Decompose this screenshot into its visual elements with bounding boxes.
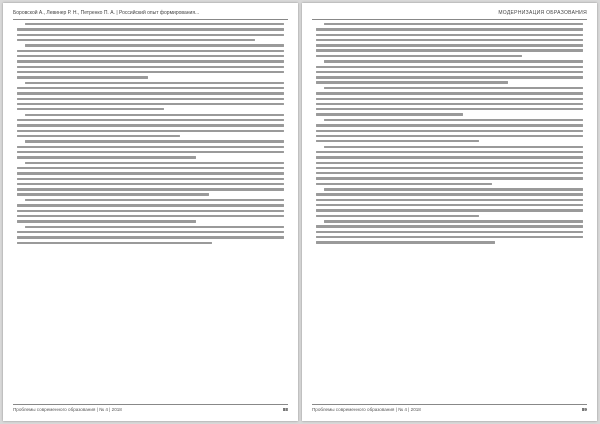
footer-journal-right: Проблемы современного образования | № 4 | 2018	[312, 407, 421, 412]
text-line	[316, 156, 583, 158]
text-line	[316, 108, 583, 110]
text-line	[17, 242, 212, 244]
text-line	[17, 210, 284, 212]
text-line	[316, 183, 492, 185]
paragraph	[316, 60, 583, 84]
text-line	[316, 167, 583, 169]
text-line	[316, 66, 583, 68]
text-line	[316, 55, 522, 57]
text-line	[316, 135, 583, 137]
paragraph	[17, 23, 284, 41]
text-line	[17, 156, 196, 158]
text-line	[324, 146, 583, 148]
text-line	[17, 98, 284, 100]
paragraph	[17, 114, 284, 138]
text-line	[324, 60, 583, 62]
text-line	[316, 28, 583, 30]
body-text-right	[316, 23, 583, 399]
text-line	[17, 146, 284, 148]
right-page	[302, 3, 597, 421]
text-line	[25, 140, 284, 142]
text-line	[316, 199, 583, 201]
text-line	[17, 188, 284, 190]
text-line	[17, 178, 284, 180]
paragraph	[316, 146, 583, 185]
text-line	[17, 183, 284, 185]
page-number-left: 88	[282, 407, 288, 412]
text-line	[316, 71, 583, 73]
text-line	[17, 76, 148, 78]
paragraph	[316, 87, 583, 116]
text-line	[316, 124, 583, 126]
text-line	[316, 140, 479, 142]
text-line	[17, 231, 284, 233]
text-line	[316, 39, 583, 41]
text-line	[316, 130, 583, 132]
text-line	[316, 162, 583, 164]
text-line	[17, 220, 196, 222]
text-line	[316, 76, 583, 78]
text-line	[17, 71, 284, 73]
text-line	[324, 87, 583, 89]
text-line	[316, 204, 583, 206]
text-line	[17, 87, 284, 89]
paragraph	[316, 23, 583, 57]
text-line	[316, 225, 583, 227]
text-line	[17, 28, 284, 30]
text-line	[17, 55, 284, 57]
text-line	[25, 162, 284, 164]
text-line	[17, 130, 284, 132]
running-head-right: МОДЕРНИЗАЦИЯ ОБРАЗОВАНИЯ	[312, 9, 587, 20]
text-line	[316, 113, 463, 115]
text-line	[316, 236, 583, 238]
text-line	[316, 177, 583, 179]
text-line	[316, 44, 583, 46]
text-line	[316, 172, 583, 174]
text-line	[17, 60, 284, 62]
text-line	[324, 23, 583, 25]
text-line	[316, 193, 583, 195]
text-line	[17, 215, 284, 217]
text-line	[17, 50, 284, 52]
text-line	[25, 226, 284, 228]
text-line	[17, 92, 284, 94]
running-head-left: Боровской А., Левинер Р. Н., Петренко П. А. | Российский опыт формирования...	[13, 9, 288, 20]
text-line	[17, 108, 164, 110]
text-line	[25, 82, 284, 84]
text-line	[25, 23, 284, 25]
text-line	[17, 204, 284, 206]
text-line	[17, 172, 284, 174]
footer-right	[312, 404, 587, 415]
text-line	[316, 151, 583, 153]
paragraph	[316, 188, 583, 217]
text-line	[17, 135, 180, 137]
body-text-left	[17, 23, 284, 399]
page-number-right: 89	[581, 407, 587, 412]
text-line	[25, 199, 284, 201]
text-line	[25, 114, 284, 116]
text-line	[324, 119, 583, 121]
paragraph	[17, 162, 284, 196]
left-page	[3, 3, 298, 421]
footer-journal-left: Проблемы современного образования | № 4 | 2018	[13, 407, 122, 412]
text-line	[17, 103, 284, 105]
text-line	[316, 103, 583, 105]
text-line	[324, 220, 583, 222]
text-line	[316, 231, 583, 233]
paragraph	[17, 140, 284, 158]
text-line	[17, 66, 284, 68]
text-line	[17, 167, 284, 169]
text-line	[316, 34, 583, 36]
paragraph	[316, 220, 583, 244]
text-line	[17, 119, 284, 121]
text-line	[17, 193, 209, 195]
paragraph	[17, 226, 284, 244]
text-line	[17, 34, 284, 36]
text-line	[316, 81, 508, 83]
text-line	[17, 236, 284, 238]
text-line	[25, 44, 284, 46]
text-line	[324, 188, 583, 190]
text-line	[17, 124, 284, 126]
text-line	[316, 98, 583, 100]
text-line	[316, 209, 583, 211]
paragraph	[17, 44, 284, 78]
text-line	[17, 39, 255, 41]
paragraph	[17, 199, 284, 223]
paragraph	[316, 119, 583, 143]
text-line	[316, 215, 479, 217]
footer-left	[13, 404, 288, 415]
text-line	[316, 92, 583, 94]
paragraph	[17, 82, 284, 111]
text-line	[316, 49, 583, 51]
text-line	[17, 151, 284, 153]
text-line	[316, 241, 495, 243]
